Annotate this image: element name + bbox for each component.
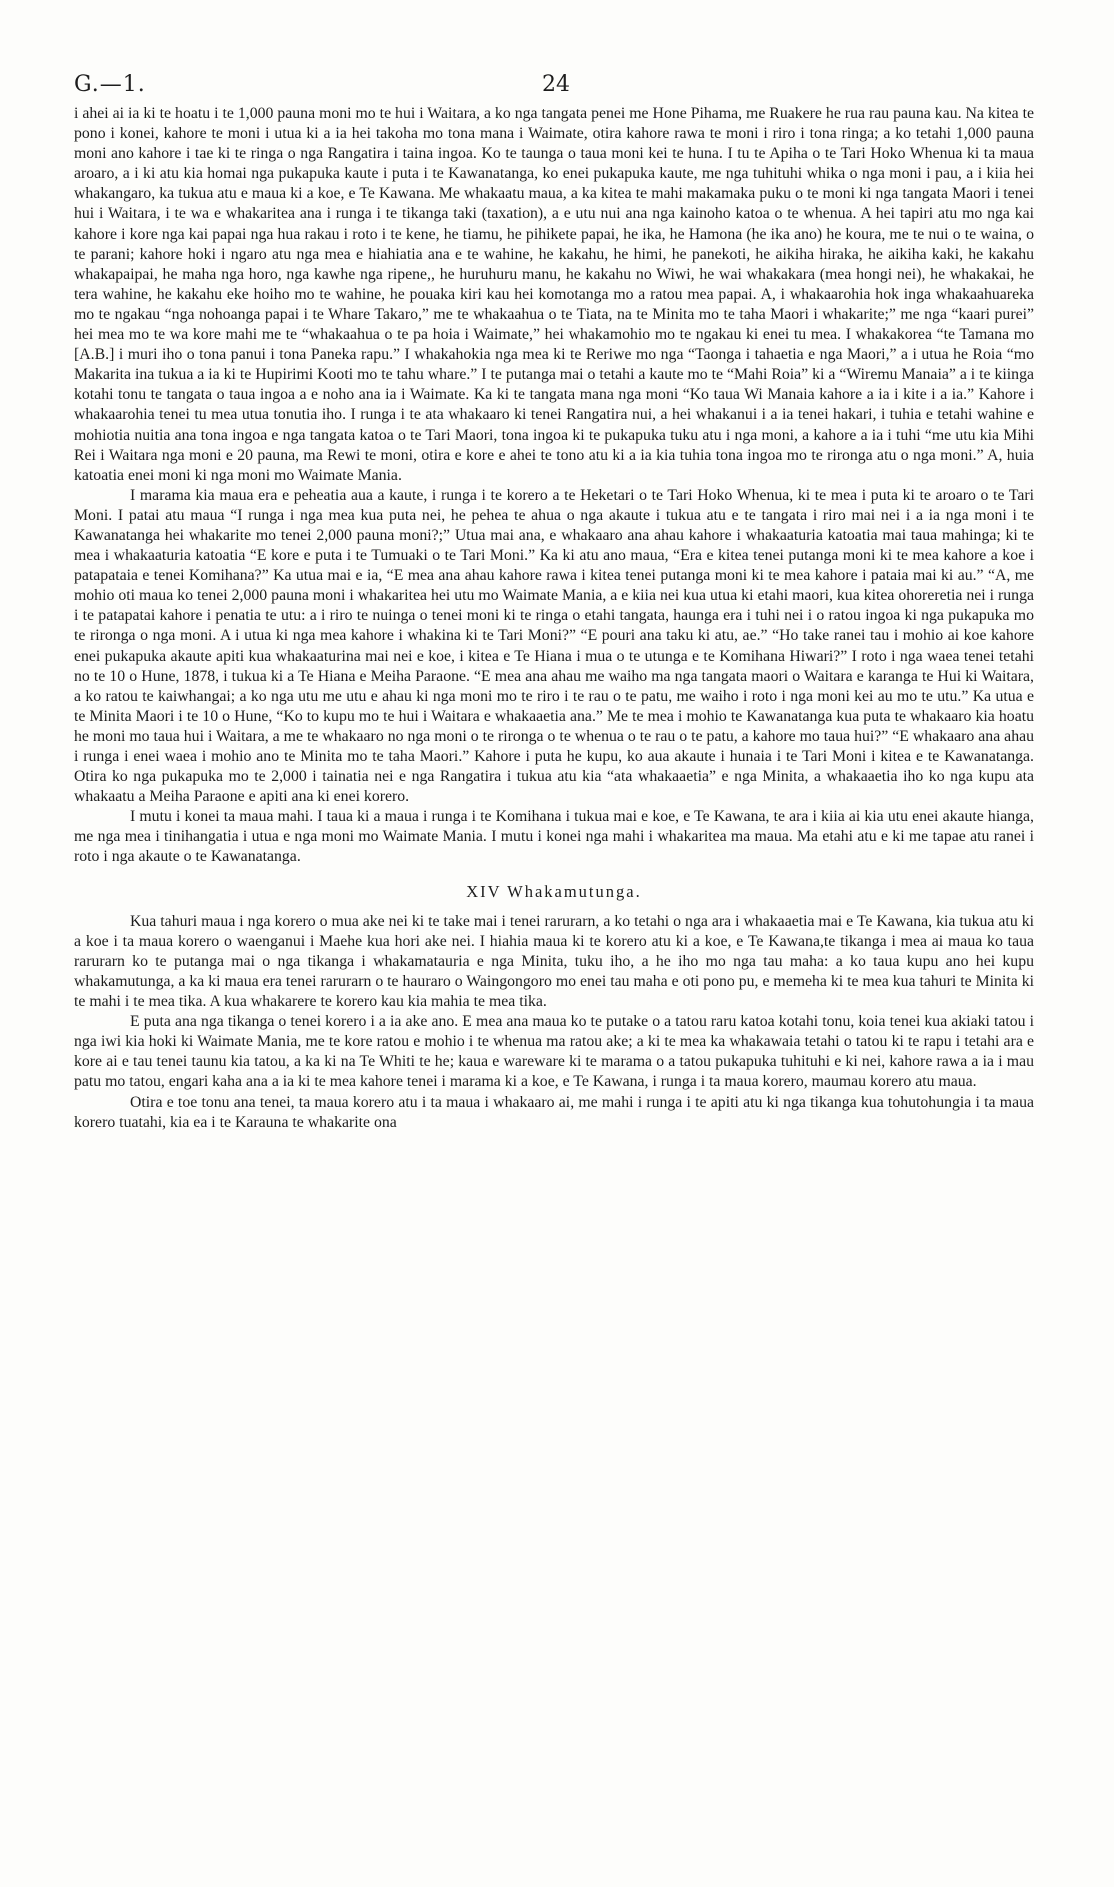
document-reference: G.—1. (74, 72, 146, 97)
paragraph: i ahei ai ia ki te hoatu i te 1,000 pauna moni mo te hui i Waitara, a ko nga tangata penei me Hone Pihama, me Ruakere he rua rau pauna kau. Na kitea te pono i konei, kahore te moni i utua ki a ia hei takoha mo tona mana i Waimate, otira kahore rawa te moni i riro i tona ringa; a ko tetahi 1,000 pauna moni ano kahore i tae ki te ringa o nga Rangatira i taina ingoa. Ko te taunga o taua moni kei te huna. I tu te Apiha o te Tari Hoko Whenua ki ta maua aroaro, a i ki atu kia homai nga pukapuka kaute i puta i te Kawanatanga, ko enei pukapuka kaute, me nga tuhituhi whika o nga moni i pau, a i kiia hei whakangaro, ka tukua atu e maua ki a koe, e Te Kawana. Me whakaatu maua, a ka kitea te mahi makamaka puku o te moni ki nga tangata Maori i tenei hui i Waitara, i te wa e whakaritea ana i runga i te tikanga taki (taxation), a e utu nui ana nga kainoho katoa o te whenua. A hei tapiri atu mo nga kai kahore i kore nga kai papai nga hua rakau i roto i te kene, he tiamu, he pihikete papai, he ika, he Hamona (he ika ano) he koura, me te nui o te waina, o te parani; kahore hoki i ngaro atu nga mea e hiahiatia ana e te wahine, he kakahu, he himi, he panekoti, he aikiha hiraka, he aikiha kaki, he kakahu whakapaipai, he maha nga horo, nga kawhe nga ripene,, he huruhuru manu, he kakahu no Wiwi, he wai whakakara (mea hongi nei), he whakakai, he tera wahine, he kakahu eke hoiho mo te wahine, he pouaka kiri kau hei komotanga mo a ratou mea papai. A, i whakaarohia hok inga whakaahuareka mo te ngakau “nga nohoanga papai i te Whare Takaro,” me te whakaahua o te Tiata, na te Minita mo te taha Maori i whakarite;” me nga “kaari purei” hei mea mo te wa kore mahi me te “whakaahua o te pa hoia i Waimate,” hei whakamohio mo te ngakau ki enei tu mea. I whakakorea “te Tamana mo [A.B.] i muri iho o tona panui i tona Paneka rapu.” I whakahokia nga mea ki te Reriwe mo nga “Taonga i tahaetia e nga Maori,” a i utua he Roia “mo Makarita ina tukua a ia ki te Hupirimi Kooti mo te tahu whare.” I te putanga mai o tetahi a kaute mo te “Mahi Roia” ki a “Wiremu Manaia” a i te kiinga kotahi tonu te tangata o taua ingoa a e noho ana ia i Waimate. Ka ki te tangata mana nga moni “Ko taua Wi Manaia kahore a ia i kite i a ia.” Kahore i whakaarohia tenei tu mea utua tonutia iho. I runga i te ata whakaaro ki tenei Rangatira nui, a hei whakanui i a ia tenei hakari, i tuhia e tetahi wahine e mohiotia nuitia ana tona ingoa e nga tangata katoa o te Tari Maori, tona ingoa ki te pukapuka tuku atu i nga moni, a kahore a ia i tuhi “me utu kia Mihi Rei i Waitara nga moni e 20 pauna, ma Rewi te moni, otira e kore e ahei te tono atu ki a ia kia tuhia tona ingoa mo te rironga atu o nga moni.” A, huia katoatia enei moni ki nga moni mo Waimate Mania. (74, 105, 1034, 484)
page-number: 24 (542, 72, 570, 97)
paragraph: Kua tahuri maua i nga korero o mua ake nei ki te take mai i tenei rarurarn, a ko tetahi o nga ara i whakaaetia mai e Te Kawana, kia tukua atu ki a koe i ta maua korero o waenganui i Maehe kua hori ake nei. I hiahia maua ki te korero atu ki a koe, e Te Kawana,te tikanga i mea ai maua ko taua rarurarn ko te putanga mai o nga tikanga i whakamatauria e nga Minita, tuku iho, a he iho mo nga tau maha: a ko taua kupu ano hei kupu whakamutunga, a ka ki maua era tenei rarurarn o te hauraro o Waingongoro mo enei tau maha e oti pono pu, e memeha ki te mea kua tahuri te Minita ki te mahi i te mea tika. A kua whakarere te korero kau kia mahia te mea tika. (74, 912, 1034, 1011)
paragraph: I mutu i konei ta maua mahi. I taua ki a maua i runga i te Komihana i tukua mai e koe, e Te Kawana, te ara i kiia ai kia utu enei akaute hianga, me nga mea i tinihangatia i utua e nga moni mo Waimate Mania. I mutu i konei nga mahi i whakaritea ma maua. Ma etahi atu e ki me tapae atu ranei i roto i nga akaute o te Kawanatanga. (74, 808, 1034, 866)
paragraph: Otira e toe tonu ana tenei, ta maua korero atu i ta maua i whakaaro ai, me mahi i runga i te apiti atu ki nga tikanga kua tohutohungia i ta maua korero tuatahi, kia ea i te Karauna te whakarite ona (74, 1093, 1034, 1131)
section-heading: XIV Whakamutunga. (466, 881, 642, 901)
paragraph: E puta ana nga tikanga o tenei korero i a ia ake ano. E mea ana maua ko te putake o a tatou raru katoa kotahi tonu, koia tenei kua akiaki tatou i nga iwi kia hoki ki Waimate Mania, me te kore ratou e mohio i te whenua ma ratou ake; a ki te mea ka whakawaia tetahi o tatou ki te rapu i tetahi ara e kore ai e tau tenei taunu kia tatou, a ka ki na Te Whiti te he; kaua e wareware ki te marama o a tatou pukapuka tuhituhi e ki nei, kahore rawa a ia i mau patu mo tatou, engari kaha ana a ia ki te mea kahore tenei i marama ki a koe, e Te Kawana, i runga i ta maua korero, maumau korero atu maua. (74, 1013, 1034, 1091)
document-body (74, 104, 1034, 1133)
page-header (74, 72, 1034, 102)
paragraph: I marama kia maua era e peheatia aua a kaute, i runga i te korero a te Heketari o te Tari Hoko Whenua, ki te mea i puta ki te aroaro o te Tari Moni. I patai atu maua “I runga i nga mea kua puta nei, he pehea te ahua o nga akaute i tukua atu e te tangata i riro mai nei i a ia nga moni i te Kawanatanga hei whakarite mo tenei 2,000 pauna moni?;” Utua mai ana, e whakaaro ana ahau kahore i whakaaturia katoatia mai taua mahinga; ki te mea i whakaaturia katoatia “E kore e puta i te Tumuaki o te Tari Moni.” Ka ki atu ano maua, “Era e kitea tenei putanga moni ki te mea kahore a koe i patapataia e tenei Komihana?” Ka utua mai e ia, “E mea ana ahau kahore rawa i kitea tenei putanga moni ki te mea kahore i pataia mai ki au.” “A, me mohio oti maua ko tenei 2,000 pauna moni i whakaritea hei utu mo Waimate Mania, a e kiia nei kua utua ki etahi maori, kua kitea ohoreretia nei i runga i te patapatai kahore i penatia te utu: a i riro te nuinga o tenei moni ki te ringa o etahi tangata, haunga era i tuhi nei i o ratou ingoa ki nga pukapuka mo te rironga o nga moni. A i utua ki nga mea kahore i whakina ki te Tari Moni?” “E pouri ana taku ki atu, ae.” “Ho take ranei tau i mohio ai koe kahore enei pukapuka akaute apiti kua whakaaturina mai nei e koe, i kitea e Te Hiana i mua o te utunga e te Komihana Hiwari?” I roto i nga waea tenei tetahi no te 10 o Hune, 1878, i tukua ki a Te Hiana e Meiha Paraone. “E mea ana ahau me waiho ma nga tangata maori o Waitara e karanga te Hui ki Waitara, a ko ratou te kaiwhangai; a ko nga utu me utu e ahau ki nga moni mo te riro i te rau o te patu, me waiho i roto i nga moni kei au mo te utu.” Ka utua e te Minita Maori i te 10 o Hune, “Ko to kupu mo te hui i Waitara e whakaaetia ana.” Me te mea i mohio te Kawanatanga kua puta te whakaaro kia hoatu he moni mo taua hui i Waitara, a me te whakaaro no nga moni o te rironga o te whenua o te rau o te patu, a kahore mo taua hui?” “E whakaaro ana ahau i runga i enei waea i mohio ano te Minita mo te taha Maori.” Kahore i puta he kupu, ko aua akaute i hunaia i te Tari Moni i kitea e te Kawanatanga. Otira ko nga pukapuka mo te 2,000 i tainatia nei e nga Rangatira i tukua atu kia “ata whakaaetia” e nga Minita, a whakaaetia iho ko nga kupu ata whakaatu a Meiha Paraone e apiti ana ki enei korero. (74, 486, 1034, 806)
